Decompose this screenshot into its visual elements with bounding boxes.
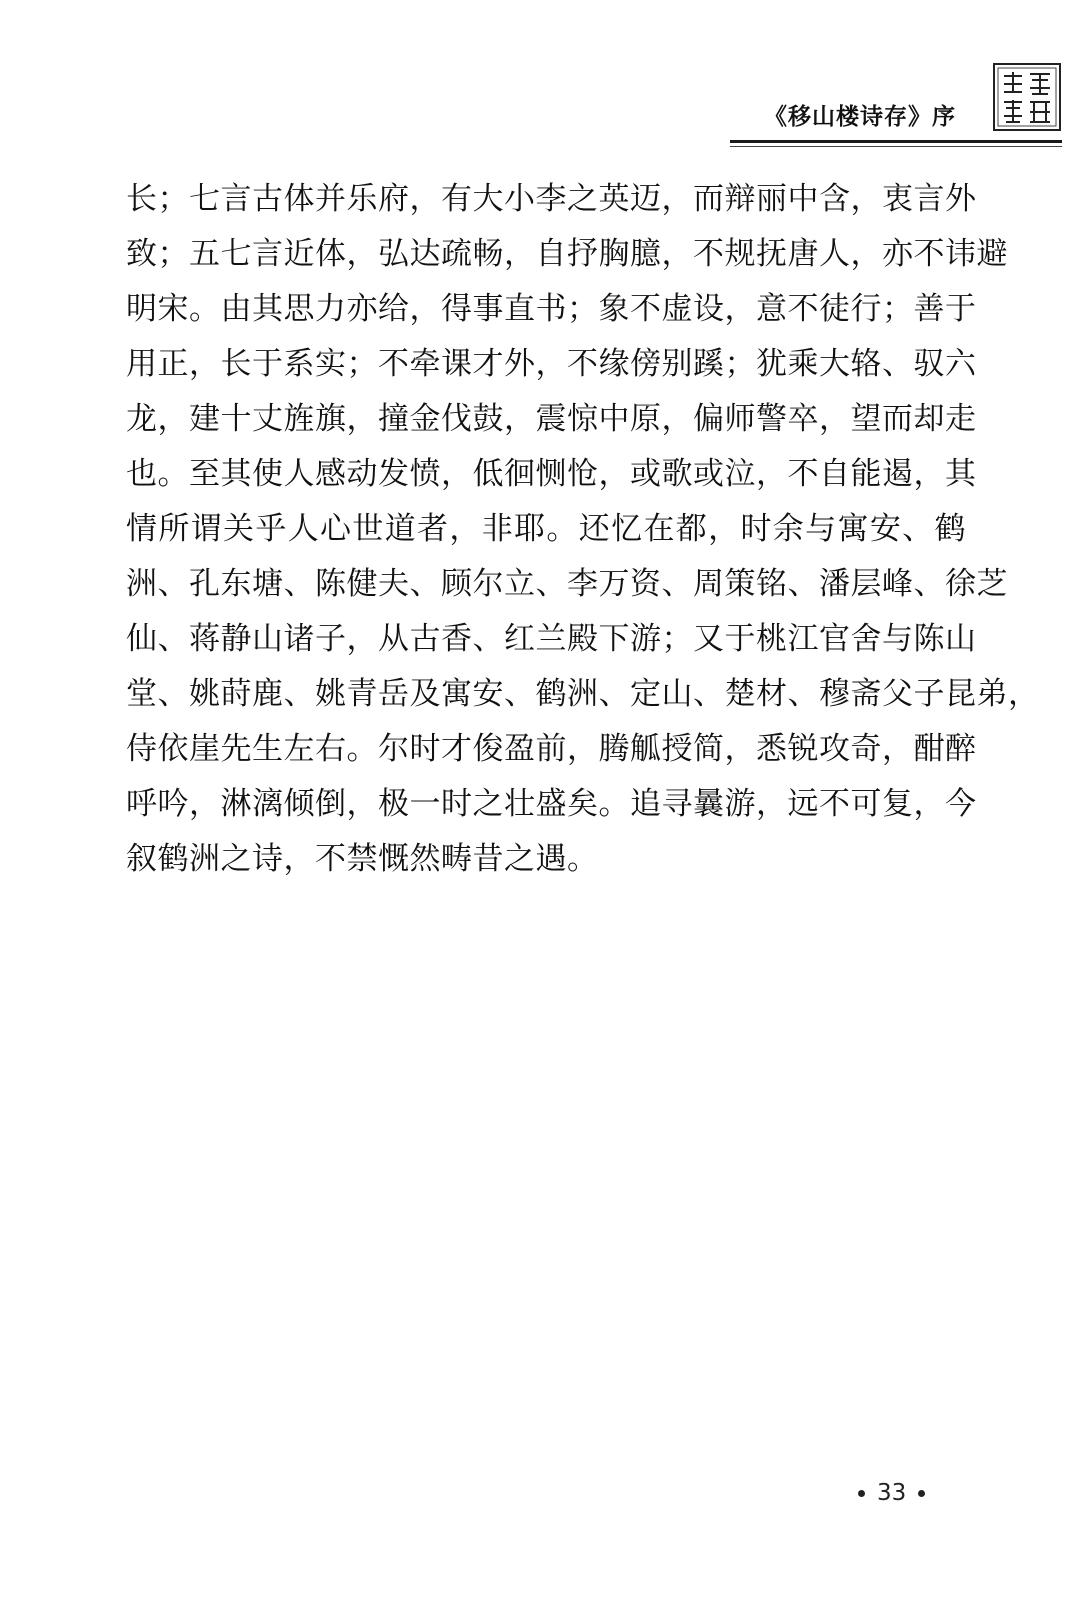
text-line: 情所谓关乎人心世道者，非耶。还忆在都，时余与寓安、鹤 (126, 511, 966, 547)
text-line: 也。至其使人感动发愤，低徊恻怆，或歌或泣，不自能遏，其 (126, 456, 977, 492)
text-line: 堂、姚莳鹿、姚青岳及寓安、鹤洲、定山、楚材、穆斋父子昆弟， (126, 676, 1040, 712)
text-line: 洲、孔东塘、陈健夫、顾尔立、李万资、周策铭、潘层峰、徐芝 (126, 566, 1008, 602)
seal-stamp-icon (992, 62, 1062, 132)
text-line: 侍依崖先生左右。尔时才俊盈前，腾觚授简，悉锐攻奇，酣醉 (126, 731, 977, 767)
text-line: 仙、蒋静山诸子，从古香、红兰殿下游；又于桃江官舍与陈山 (126, 621, 977, 657)
bullet-icon (918, 1490, 925, 1497)
bullet-icon (858, 1490, 865, 1497)
text-line: 叙鹤洲之诗，不禁慨然畴昔之遇。 (126, 841, 599, 877)
page-number-value: 33 (877, 1480, 907, 1506)
page-number (846, 1480, 937, 1506)
body-text (126, 172, 1040, 887)
running-header-title: 《移山楼诗存》序 (764, 104, 956, 130)
text-line: 龙，建十丈旌旗，撞金伐鼓，震惊中原，偏师警卒，望而却走 (126, 401, 977, 437)
text-line: 呼吟，淋漓倾倒，极一时之壮盛矣。追寻曩游，远不可复，今 (126, 786, 977, 822)
text-line: 明宋。由其思力亦给，得事直书；象不虚设，意不徒行；善于 (126, 291, 977, 327)
text-line: 用正，长于系实；不牵课才外，不缘傍别蹊；犹乘大辂、驭六 (126, 346, 977, 382)
text-line: 致；五七言近体，弘达疏畅，自抒胸臆，不规抚唐人，亦不讳避 (126, 236, 1008, 272)
text-line: 长；七言古体并乐府，有大小李之英迈，而辩丽中含，衷言外 (126, 181, 977, 217)
header-rule-thin (730, 146, 1062, 147)
header-rule (730, 140, 1062, 143)
